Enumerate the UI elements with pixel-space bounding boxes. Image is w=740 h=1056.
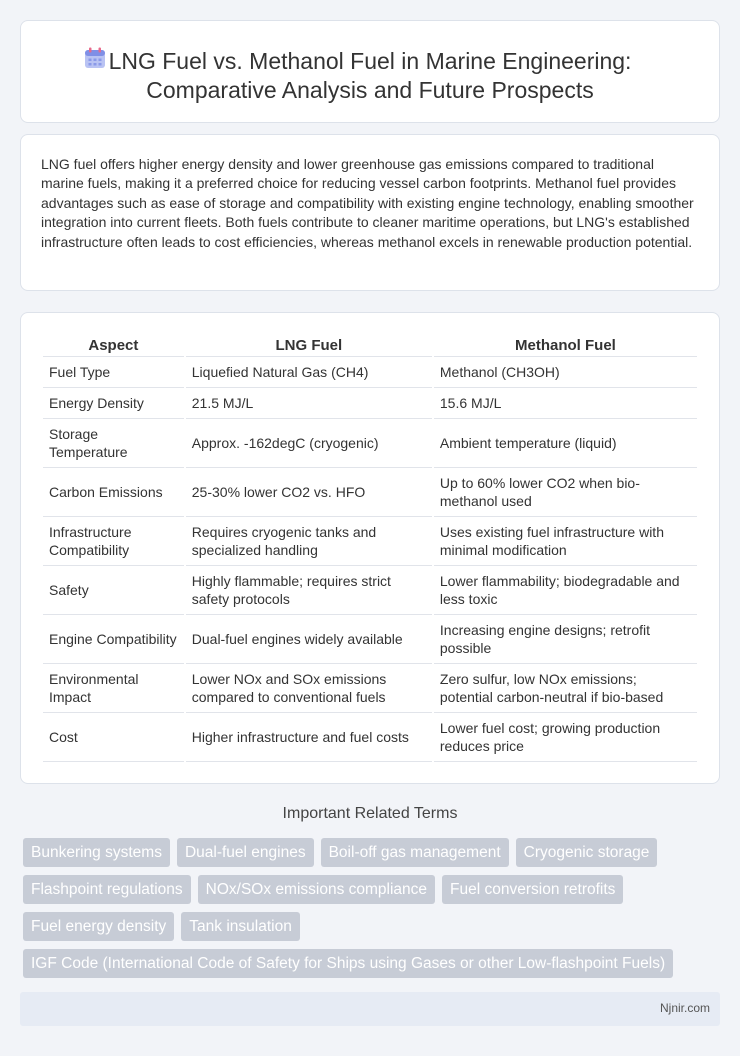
- cell-lng: Approx. -162degC (cryogenic): [186, 419, 432, 468]
- related-terms-tags: [23, 838, 723, 986]
- cell-aspect: Safety: [43, 566, 184, 615]
- intro-text: LNG fuel offers higher energy density and lower greenhouse gas emissions compared to traditional marine fuels, making it a preferred choice for reducing vessel carbon footprints. Methanol fuel provides advantages such as ease of storage and compatibility with existing engine technology, enabling smoother integration into current fleets. Both fuels contribute to cleaner maritime operations, but LNG's established infrastructure often leads to cost efficiencies, whereas methanol excels in renewable production potential.: [41, 156, 694, 250]
- cell-aspect: Energy Density: [43, 388, 184, 419]
- header-lng: LNG Fuel: [186, 333, 432, 357]
- title-line-1: LNG Fuel vs. Methanol Fuel in Marine Engineering:: [108, 48, 632, 74]
- table-row: [43, 615, 697, 664]
- cell-methanol: Zero sulfur, low NOx emissions; potential carbon-neutral if bio-based: [434, 664, 697, 713]
- cell-aspect: Storage Temperature: [43, 419, 184, 468]
- cell-methanol: Up to 60% lower CO2 when bio-methanol used: [434, 468, 697, 517]
- cell-aspect: Infrastructure Compatibility: [43, 517, 184, 566]
- table-row: [43, 468, 697, 517]
- page-title: [21, 47, 719, 105]
- tag[interactable]: Tank insulation: [181, 912, 300, 941]
- cell-methanol: Methanol (CH3OH): [434, 357, 697, 388]
- tag[interactable]: Cryogenic storage: [516, 838, 658, 867]
- tag-row: [23, 838, 723, 867]
- tag[interactable]: IGF Code (International Code of Safety for Ships using Gases or other Low-flashpoint Fuels): [23, 949, 673, 978]
- cell-aspect: Environmental Impact: [43, 664, 184, 713]
- tag-row: [23, 912, 723, 941]
- cell-lng: 25-30% lower CO2 vs. HFO: [186, 468, 432, 517]
- cell-methanol: Lower fuel cost; growing production reduces price: [434, 713, 697, 762]
- cell-lng: Highly flammable; requires strict safety protocols: [186, 566, 432, 615]
- table-row: [43, 713, 697, 762]
- cell-lng: Higher infrastructure and fuel costs: [186, 713, 432, 762]
- related-terms-title: Important Related Terms: [282, 805, 458, 822]
- cell-methanol: Ambient temperature (liquid): [434, 419, 697, 468]
- title-line-2: Comparative Analysis and Future Prospects: [146, 77, 594, 103]
- cell-aspect: Engine Compatibility: [43, 615, 184, 664]
- tag[interactable]: Fuel conversion retrofits: [442, 875, 623, 904]
- header-methanol: Methanol Fuel: [434, 333, 697, 357]
- cell-methanol: Increasing engine designs; retrofit possible: [434, 615, 697, 664]
- tag[interactable]: Boil-off gas management: [321, 838, 509, 867]
- table-row: [43, 388, 697, 419]
- cell-lng: Liquefied Natural Gas (CH4): [186, 357, 432, 388]
- table-row: [43, 517, 697, 566]
- header-aspect: Aspect: [43, 333, 184, 357]
- table-row: [43, 664, 697, 713]
- cell-lng: Requires cryogenic tanks and specialized handling: [186, 517, 432, 566]
- tag-row: [23, 875, 723, 904]
- cell-lng: 21.5 MJ/L: [186, 388, 432, 419]
- title-card: [20, 20, 720, 123]
- tag[interactable]: Fuel energy density: [23, 912, 174, 941]
- cell-aspect: Carbon Emissions: [43, 468, 184, 517]
- table-row: [43, 566, 697, 615]
- cell-methanol: 15.6 MJ/L: [434, 388, 697, 419]
- cell-methanol: Lower flammability; biodegradable and less toxic: [434, 566, 697, 615]
- table-row: [43, 357, 697, 388]
- cell-lng: Lower NOx and SOx emissions compared to conventional fuels: [186, 664, 432, 713]
- cell-methanol: Uses existing fuel infrastructure with minimal modification: [434, 517, 697, 566]
- footer-source[interactable]: Njnir.com: [659, 1001, 710, 1015]
- table-header-row: [43, 333, 697, 357]
- tag[interactable]: Flashpoint regulations: [23, 875, 191, 904]
- tag[interactable]: Bunkering systems: [23, 838, 170, 867]
- comparison-table-card: [20, 312, 720, 784]
- cell-lng: Dual-fuel engines widely available: [186, 615, 432, 664]
- tag[interactable]: Dual-fuel engines: [177, 838, 314, 867]
- cell-aspect: Fuel Type: [43, 357, 184, 388]
- cell-aspect: Cost: [43, 713, 184, 762]
- comparison-table: [41, 333, 699, 762]
- tag[interactable]: NOx/SOx emissions compliance: [198, 875, 435, 904]
- table-row: [43, 419, 697, 468]
- intro-card: [20, 134, 720, 291]
- footer: [20, 992, 720, 1026]
- tag-row: [23, 949, 723, 978]
